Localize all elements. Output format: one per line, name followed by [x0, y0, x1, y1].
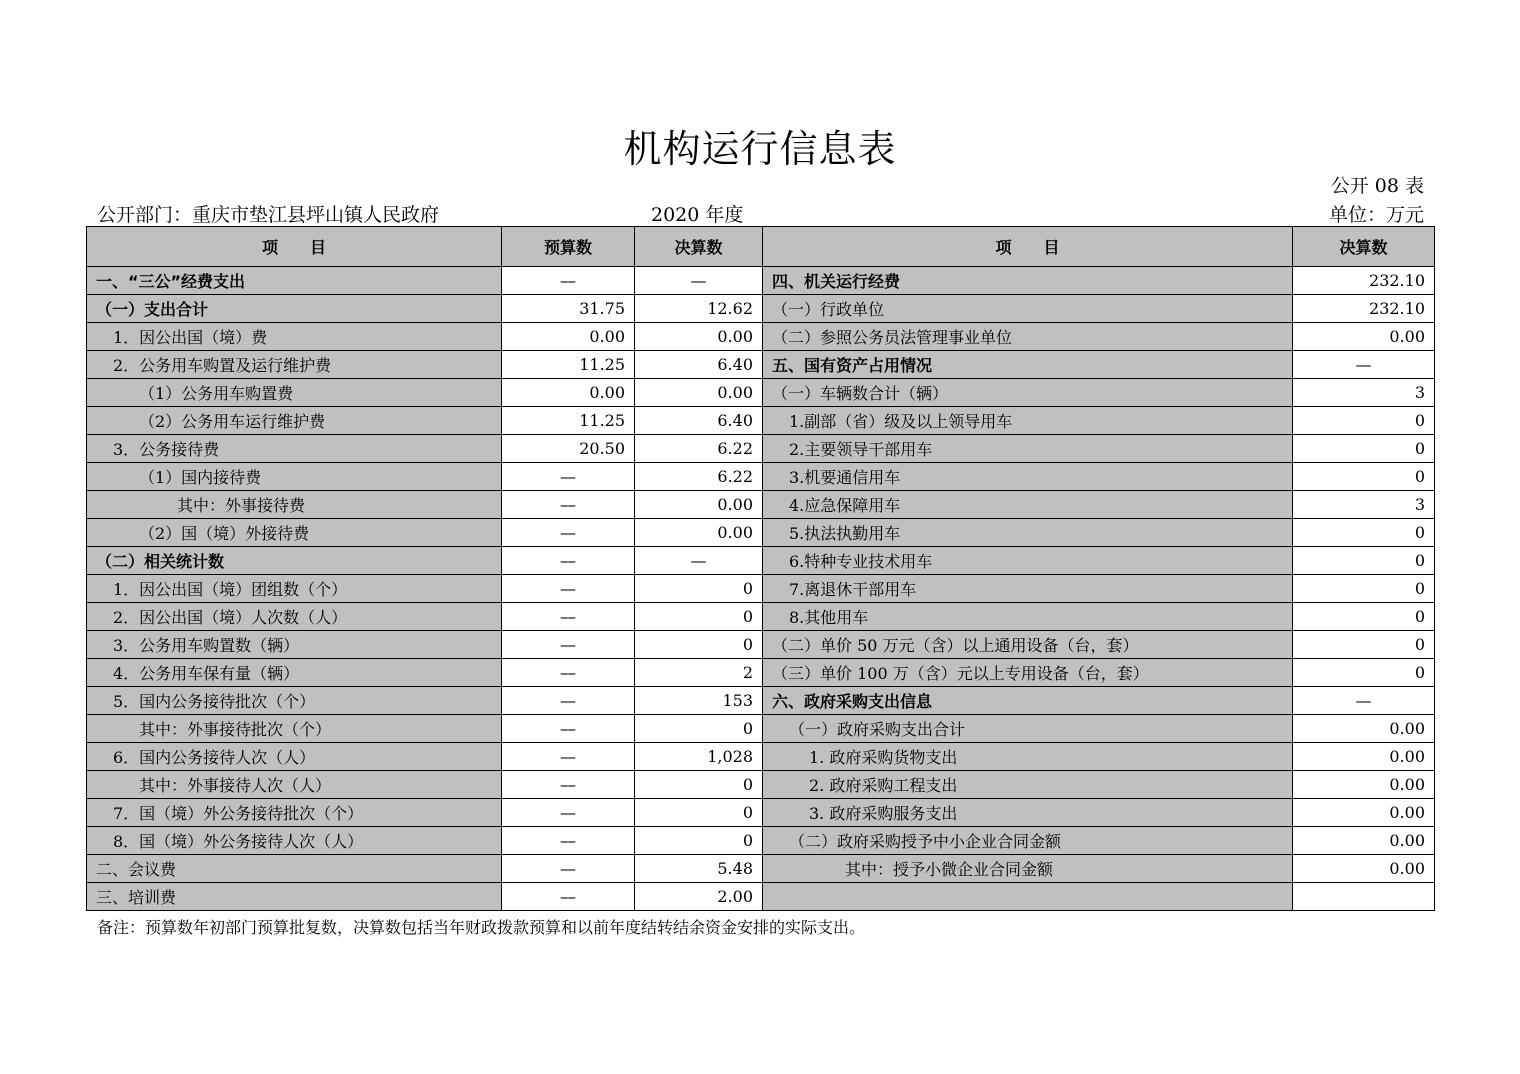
table-row: [87, 883, 1435, 911]
right-item-label: 3.机要通信用车: [763, 463, 1293, 491]
right-item-label: 1.副部（省）级及以上领导用车: [763, 407, 1293, 435]
right-item-label: 2.主要领导干部用车: [763, 435, 1293, 463]
left-item-label: （1）公务用车购置费: [87, 379, 502, 407]
table-row: [87, 547, 1435, 575]
right-item-label: 4.应急保障用车: [763, 491, 1293, 519]
left-item-label: 7．国（境）外公务接待批次（个）: [87, 799, 502, 827]
left-final-value: 0.00: [635, 491, 763, 519]
left-item-label: 1．因公出国（境）团组数（个）: [87, 575, 502, 603]
header-item-left: 项 目: [87, 227, 502, 267]
left-item-label: 6．国内公务接待人次（人）: [87, 743, 502, 771]
left-budget-value: —: [502, 715, 635, 743]
table-row: [87, 715, 1435, 743]
form-number: 公开 08 表: [1330, 175, 1424, 197]
left-final-value: 153: [635, 687, 763, 715]
left-final-value: 0: [635, 575, 763, 603]
table-row: [87, 323, 1435, 351]
right-item-label: 其中：授予小微企业合同金额: [763, 855, 1293, 883]
table-row: [87, 827, 1435, 855]
table-row: [87, 295, 1435, 323]
right-item-label: 2. 政府采购工程支出: [763, 771, 1293, 799]
right-item-label: （一）行政单位: [763, 295, 1293, 323]
right-final-value: 3: [1293, 491, 1435, 519]
left-item-label: 5．国内公务接待批次（个）: [87, 687, 502, 715]
left-budget-value: —: [502, 519, 635, 547]
left-budget-value: —: [502, 463, 635, 491]
left-final-value: —: [635, 547, 763, 575]
left-budget-value: —: [502, 267, 635, 295]
table-row: [87, 743, 1435, 771]
left-item-label: （1）国内接待费: [87, 463, 502, 491]
left-budget-value: —: [502, 743, 635, 771]
right-item-label: 8.其他用车: [763, 603, 1293, 631]
table-row: [87, 631, 1435, 659]
table-row: [87, 603, 1435, 631]
left-budget-value: 31.75: [502, 295, 635, 323]
left-item-label: 4．公务用车保有量（辆）: [87, 659, 502, 687]
right-item-label: （一）车辆数合计（辆）: [763, 379, 1293, 407]
header-item-right: 项 目: [763, 227, 1293, 267]
table-row: [87, 435, 1435, 463]
table-row: [87, 351, 1435, 379]
right-final-value: 232.10: [1293, 267, 1435, 295]
left-item-label: （二）相关统计数: [87, 547, 502, 575]
right-item-label: 5.执法执勤用车: [763, 519, 1293, 547]
left-budget-value: —: [502, 491, 635, 519]
left-item-label: 其中：外事接待批次（个）: [87, 715, 502, 743]
right-final-value: 0.00: [1293, 715, 1435, 743]
right-item-label: （二）参照公务员法管理事业单位: [763, 323, 1293, 351]
left-item-label: （2）公务用车运行维护费: [87, 407, 502, 435]
left-budget-value: —: [502, 575, 635, 603]
unit-label: 单位：万元: [1328, 204, 1424, 226]
right-final-value: 0: [1293, 659, 1435, 687]
right-final-value: 0.00: [1293, 799, 1435, 827]
left-final-value: 0: [635, 771, 763, 799]
left-final-value: 6.22: [635, 435, 763, 463]
left-budget-value: —: [502, 827, 635, 855]
left-budget-value: —: [502, 687, 635, 715]
right-final-value: 0.00: [1293, 323, 1435, 351]
left-final-value: 0.00: [635, 519, 763, 547]
left-budget-value: —: [502, 855, 635, 883]
right-final-value: 232.10: [1293, 295, 1435, 323]
right-final-value: 0: [1293, 603, 1435, 631]
right-final-value: [1293, 883, 1435, 911]
table-row: [87, 855, 1435, 883]
right-final-value: 0.00: [1293, 855, 1435, 883]
left-final-value: 0.00: [635, 379, 763, 407]
table-row: [87, 659, 1435, 687]
right-final-value: 0: [1293, 547, 1435, 575]
left-item-label: 其中：外事接待费: [87, 491, 502, 519]
info-table: [86, 226, 1435, 911]
left-budget-value: —: [502, 799, 635, 827]
right-final-value: 0: [1293, 463, 1435, 491]
left-final-value: 5.48: [635, 855, 763, 883]
right-item-label: 五、国有资产占用情况: [763, 351, 1293, 379]
right-item-label: 1. 政府采购货物支出: [763, 743, 1293, 771]
footnote: 备注：预算数年初部门预算批复数，决算数包括当年财政拨款预算和以前年度结转结余资金安排的实际支出。: [97, 918, 866, 937]
left-final-value: 0.00: [635, 323, 763, 351]
left-item-label: 2．公务用车购置及运行维护费: [87, 351, 502, 379]
left-final-value: 0: [635, 603, 763, 631]
left-item-label: 3．公务用车购置数（辆）: [87, 631, 502, 659]
left-final-value: —: [635, 267, 763, 295]
right-final-value: 3: [1293, 379, 1435, 407]
left-final-value: 2.00: [635, 883, 763, 911]
left-item-label: （一）支出合计: [87, 295, 502, 323]
year-label: 2020 年度: [651, 204, 744, 226]
right-item-label: 六、政府采购支出信息: [763, 687, 1293, 715]
left-final-value: 0: [635, 631, 763, 659]
table-row: [87, 799, 1435, 827]
right-final-value: 0.00: [1293, 827, 1435, 855]
table-row: [87, 687, 1435, 715]
left-budget-value: —: [502, 603, 635, 631]
left-final-value: 12.62: [635, 295, 763, 323]
left-item-label: 一、“三公”经费支出: [87, 267, 502, 295]
table-row: [87, 463, 1435, 491]
left-final-value: 0: [635, 715, 763, 743]
right-final-value: 0.00: [1293, 771, 1435, 799]
page-title: 机构运行信息表: [623, 127, 897, 171]
right-item-label: [763, 883, 1293, 911]
right-final-value: —: [1293, 687, 1435, 715]
header-final-right: 决算数: [1293, 227, 1435, 267]
left-item-label: 2．因公出国（境）人次数（人）: [87, 603, 502, 631]
left-final-value: 0: [635, 799, 763, 827]
left-budget-value: 0.00: [502, 379, 635, 407]
right-item-label: （一）政府采购支出合计: [763, 715, 1293, 743]
left-item-label: 8．国（境）外公务接待人次（人）: [87, 827, 502, 855]
left-item-label: 3．公务接待费: [87, 435, 502, 463]
left-final-value: 1,028: [635, 743, 763, 771]
left-item-label: 二、会议费: [87, 855, 502, 883]
right-item-label: 6.特种专业技术用车: [763, 547, 1293, 575]
left-budget-value: —: [502, 659, 635, 687]
right-item-label: 7.离退休干部用车: [763, 575, 1293, 603]
left-budget-value: —: [502, 883, 635, 911]
left-item-label: 1．因公出国（境）费: [87, 323, 502, 351]
right-item-label: （三）单价 100 万（含）元以上专用设备（台，套）: [763, 659, 1293, 687]
right-final-value: 0: [1293, 575, 1435, 603]
left-budget-value: 0.00: [502, 323, 635, 351]
table-row: [87, 491, 1435, 519]
left-budget-value: —: [502, 771, 635, 799]
left-final-value: 6.40: [635, 351, 763, 379]
right-item-label: 3. 政府采购服务支出: [763, 799, 1293, 827]
right-item-label: （二）政府采购授予中小企业合同金额: [763, 827, 1293, 855]
left-budget-value: 11.25: [502, 351, 635, 379]
left-budget-value: 20.50: [502, 435, 635, 463]
left-item-label: 三、培训费: [87, 883, 502, 911]
right-item-label: 四、机关运行经费: [763, 267, 1293, 295]
left-item-label: 其中：外事接待人次（人）: [87, 771, 502, 799]
left-final-value: 0: [635, 827, 763, 855]
table-row: [87, 575, 1435, 603]
left-budget-value: 11.25: [502, 407, 635, 435]
table-row: [87, 519, 1435, 547]
right-final-value: 0.00: [1293, 743, 1435, 771]
header-final-left: 决算数: [635, 227, 763, 267]
left-final-value: 6.22: [635, 463, 763, 491]
table-row: [87, 267, 1435, 295]
header-budget: 预算数: [502, 227, 635, 267]
table-row: [87, 379, 1435, 407]
left-item-label: （2）国（境）外接待费: [87, 519, 502, 547]
right-item-label: （二）单价 50 万元（含）以上通用设备（台，套）: [763, 631, 1293, 659]
left-final-value: 6.40: [635, 407, 763, 435]
left-final-value: 2: [635, 659, 763, 687]
right-final-value: —: [1293, 351, 1435, 379]
left-budget-value: —: [502, 547, 635, 575]
table-header-row: [87, 227, 1435, 267]
table-row: [87, 407, 1435, 435]
left-budget-value: —: [502, 631, 635, 659]
right-final-value: 0: [1293, 407, 1435, 435]
right-final-value: 0: [1293, 435, 1435, 463]
department-label: 公开部门：重庆市垫江县坪山镇人民政府: [97, 204, 440, 226]
right-final-value: 0: [1293, 519, 1435, 547]
table-row: [87, 771, 1435, 799]
right-final-value: 0: [1293, 631, 1435, 659]
